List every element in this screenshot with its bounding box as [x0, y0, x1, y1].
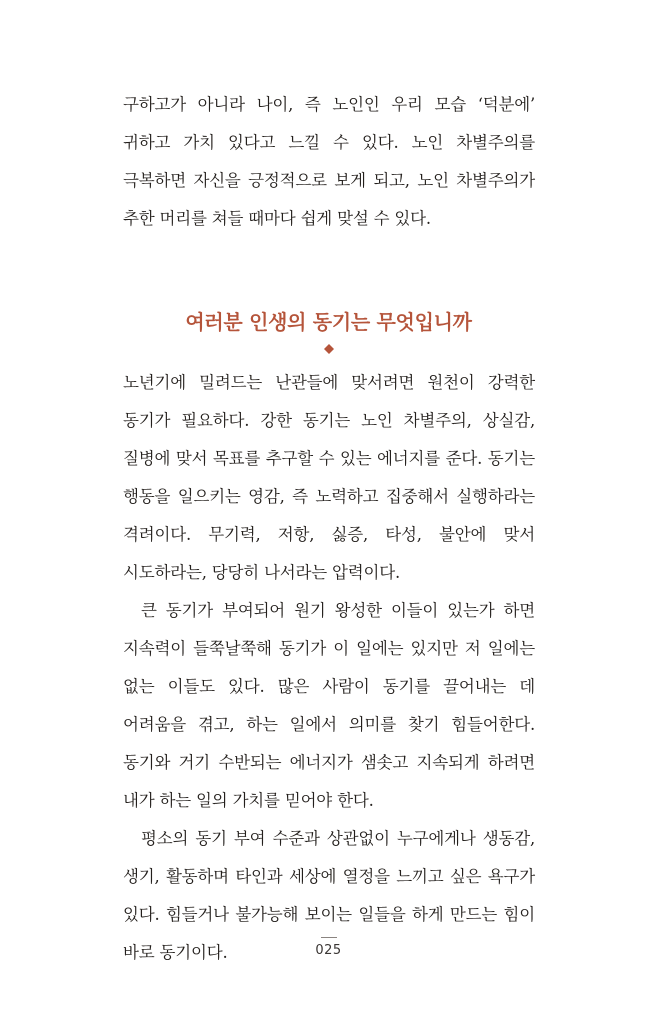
body-text-block	[123, 364, 535, 972]
intro-text-block	[123, 86, 535, 238]
section-title: 여러분 인생의 동기는 무엇입니까	[185, 310, 472, 334]
body-paragraph-3: 평소의 동기 부여 수준과 상관없이 누구에게나 생동감, 생기, 활동하며 타인과 세상에 열정을 느끼고 싶은 욕구가 있다. 힘들거나 불가능해 보이는 일들을 하게 만드는 힘이 바로 동기이다.	[123, 829, 535, 962]
page-number: 025	[315, 943, 342, 958]
diamond-icon	[324, 344, 334, 354]
folio-rule	[321, 937, 337, 938]
body-paragraph-1: 노년기에 밀려드는 난관들에 맞서려면 원천이 강력한 동기가 필요하다. 강한 동기는 노인 차별주의, 상실감, 질병에 맞서 목표를 추구할 수 있는 에너지를 준다. 동기는 행동을 일으키는 영감, 즉 노력하고 집중해서 실행하라는 격려이다. 무기력, 저항, 싫증, 타성, 불안에 맞서 시도하라는, 당당히 나서라는 압력이다.	[123, 373, 535, 582]
intro-paragraph: 구하고가 아니라 나이, 즉 노인인 우리 모습 ‘덕분에’ 귀하고 가치 있다고 느낄 수 있다. 노인 차별주의를 극복하면 자신을 긍정적으로 보게 되고, 노인 차별주의가 추한 머리를 쳐들 때마다 쉽게 맞설 수 있다.	[123, 95, 535, 228]
body-paragraph-2: 큰 동기가 부여되어 원기 왕성한 이들이 있는가 하면 지속력이 들쭉날쭉해 동기가 이 일에는 있지만 저 일에는 없는 이들도 있다. 많은 사람이 동기를 끌어내는 데 어려움을 겪고, 하는 일에서 의미를 찾기 힘들어한다. 동기와 거기 수반되는 에너지가 샘솟고 지속되게 하려면 내가 하는 일의 가치를 믿어야 한다.	[123, 601, 535, 810]
